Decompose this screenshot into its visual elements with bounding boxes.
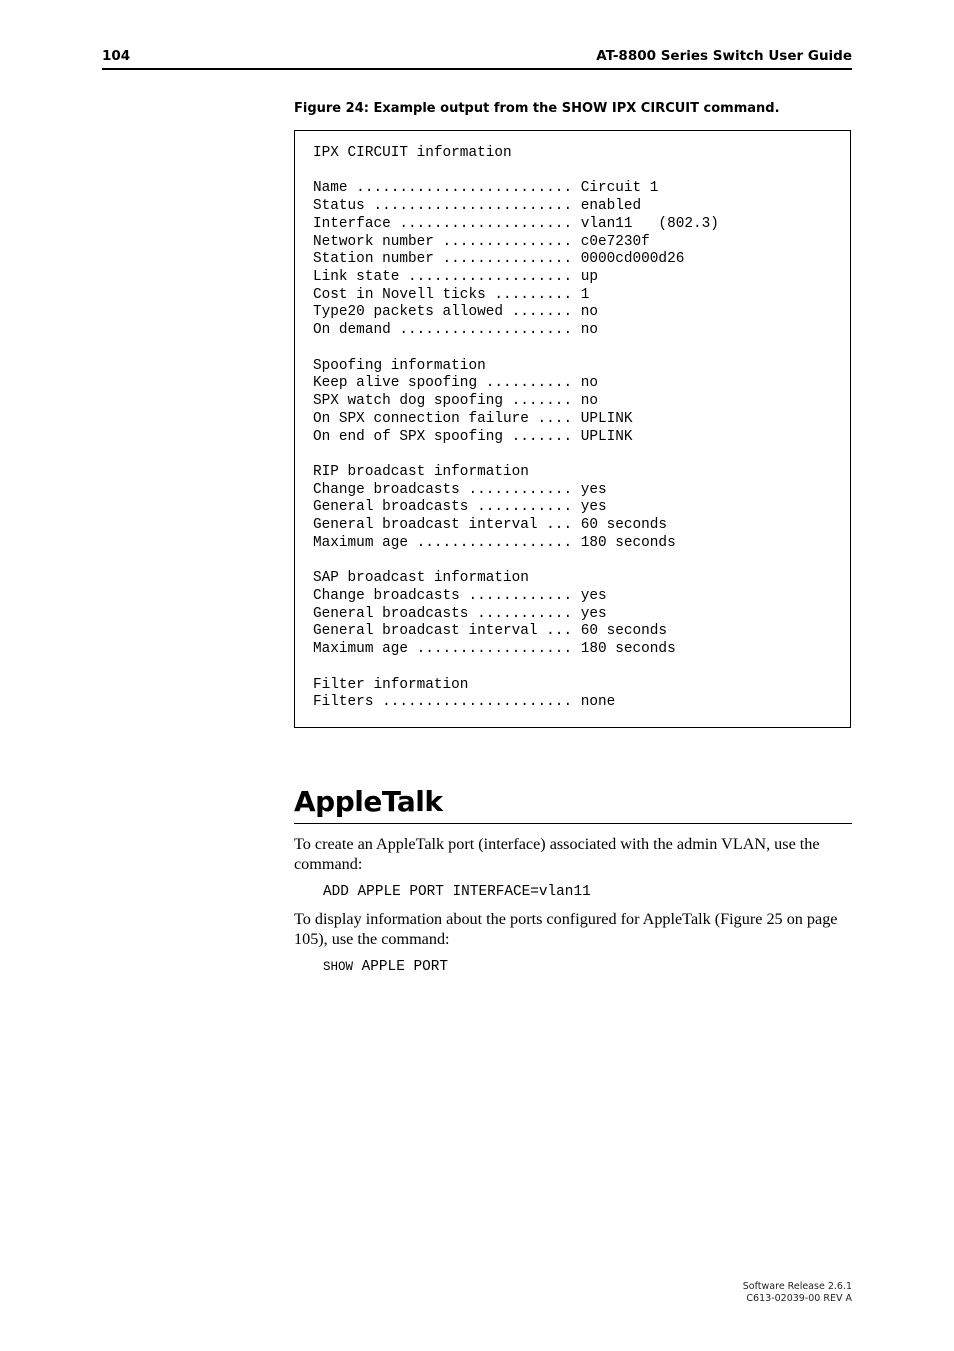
ipx-circuit-output: IPX CIRCUIT information Name ......................... Circuit 1 Status ....................... enabled Interface .................... vlan11 (802.3) Network number ............... c0e7230f Station number ............... 0000cd000d26 Link state ................... up Cost in Novell ticks ......... 1 Type20 packets allowed ....... no On demand .................... no Spoofing information Keep alive spoofing .......... no SPX watch dog spoofing ....... no On SPX connection failure .... UPLINK On end of SPX spoofing ....... UPLINK RIP broadcast information Change broadcasts ............ yes General broadcasts ........... yes General broadcast interval ... 60 seconds Maximum age .................. 180 seconds SAP broadcast information Change broadcasts ............ yes General broadcasts ........... yes General broadcast interval ... 60 seconds Maximum age .................. 180 seconds Filter information Filters ...................... none	[313, 145, 719, 711]
page-footer	[743, 1281, 852, 1305]
command-example	[323, 959, 448, 975]
body-paragraph: To display information about the ports configured for AppleTalk (Figure 25 on page 105), use the command:	[294, 910, 838, 948]
figure-caption: Figure 24: Example output from the SHOW IPX CIRCUIT command.	[294, 101, 780, 116]
section-heading: AppleTalk	[294, 782, 852, 824]
guide-title: AT-8800 Series Switch User Guide	[596, 48, 852, 64]
page-number: 104	[102, 48, 131, 64]
page-header	[102, 48, 852, 70]
body-paragraph: To create an AppleTalk port (interface) associated with the admin VLAN, use the command:	[294, 835, 820, 873]
document-id: C613-02039-00 REV A	[746, 1293, 852, 1304]
software-release: Software Release 2.6.1	[742, 1281, 852, 1292]
command-arguments: APPLE PORT	[353, 959, 449, 975]
command-keyword: SHOW	[323, 960, 354, 974]
command-example: ADD APPLE PORT INTERFACE=vlan11	[323, 884, 591, 900]
command-output-box	[294, 130, 851, 728]
